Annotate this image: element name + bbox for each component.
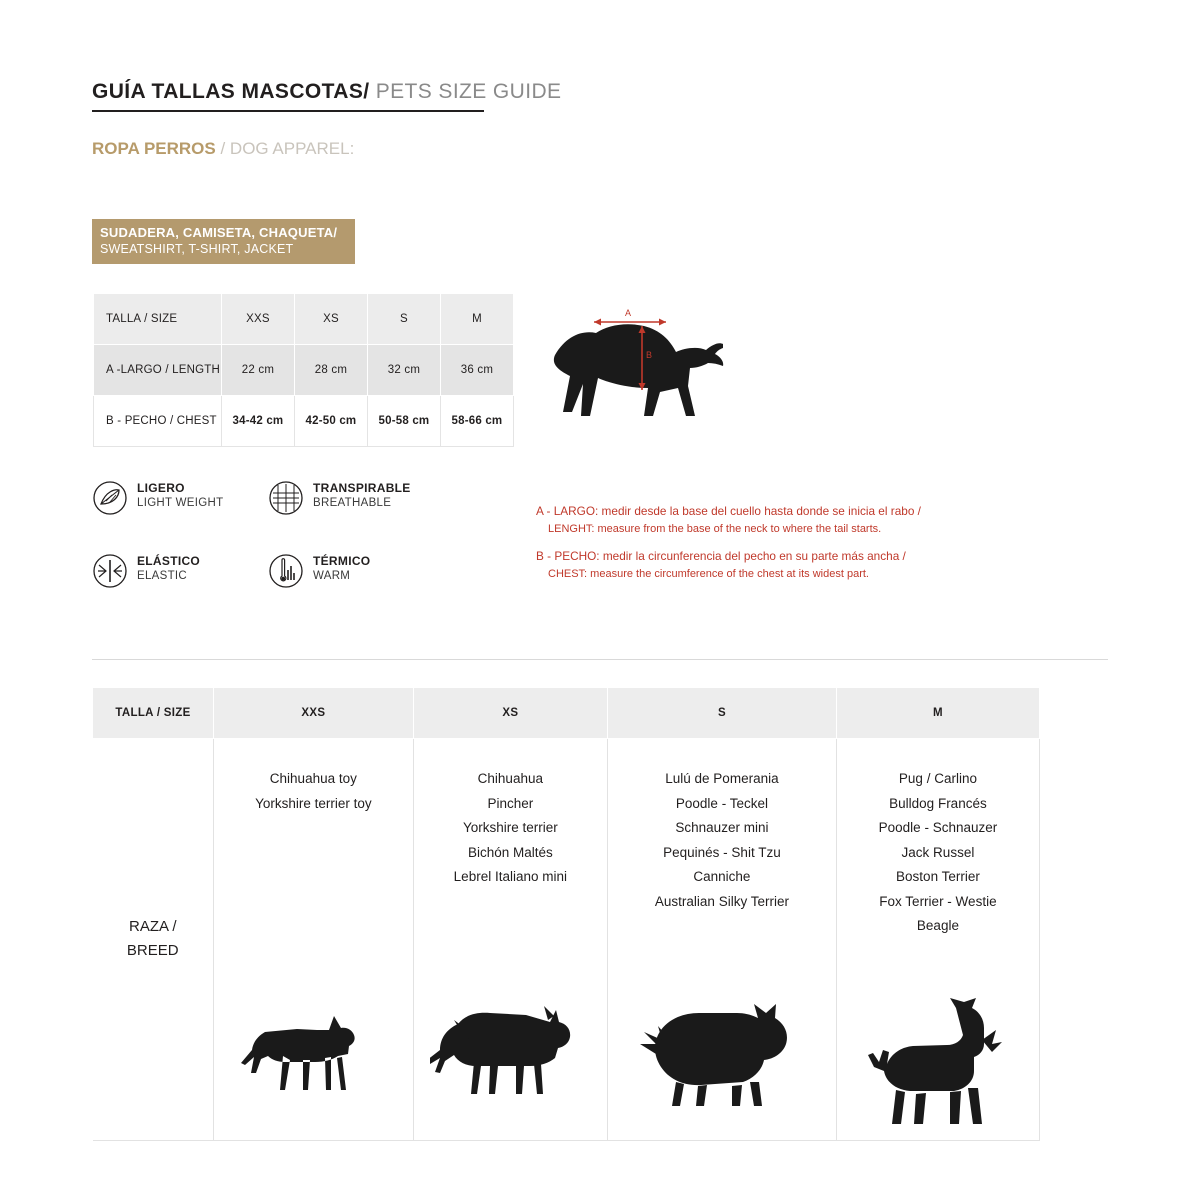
legend-b-en: CHEST: measure the circumference of the chest at its widest part.: [548, 568, 869, 580]
feature-label-es: LIGERO: [137, 481, 185, 495]
breed-row-label-en: BREED: [126, 942, 179, 959]
feature-breathable: [269, 478, 469, 538]
breed-list-m: [838, 767, 1038, 939]
feature-breathable-text: [313, 481, 411, 511]
mesh-breathable-icon: [269, 481, 303, 515]
cell-chest-xxs: 34-42 cm: [221, 396, 294, 447]
breed-header-xs: XS: [413, 688, 607, 739]
table-row: [94, 396, 514, 447]
table-header-row: [94, 294, 514, 345]
breed-row-label: [93, 739, 214, 1141]
feather-icon: [93, 481, 127, 515]
cell-chest-xs: 42-50 cm: [294, 396, 367, 447]
feature-label-es: TRANSPIRABLE: [313, 481, 411, 495]
legend-block-b: [536, 547, 1016, 583]
breed-item: Schnauzer mini: [675, 820, 769, 835]
section-divider: [92, 659, 1108, 660]
feature-label-en: ELASTIC: [137, 570, 188, 582]
breed-cell-m: [836, 739, 1039, 1141]
legend-a-en: LENGHT: measure from the base of the neck to where the tail starts.: [548, 523, 882, 535]
cell-chest-m: 58-66 cm: [440, 396, 513, 447]
breed-item: Lebrel Italiano mini: [453, 869, 567, 884]
breed-list-xxs: [215, 767, 412, 816]
page-title-es: GUÍA TALLAS MASCOTAS/: [92, 80, 370, 103]
header-cell-m: M: [440, 294, 513, 345]
header-cell-xxs: XXS: [221, 294, 294, 345]
breed-row-label-es: RAZA /: [128, 918, 177, 935]
breed-item: Yorkshire terrier: [462, 820, 558, 835]
breed-header-size: TALLA / SIZE: [93, 688, 214, 739]
row-label-length: A -LARGO / LENGTH: [94, 345, 222, 396]
page-title: [92, 80, 561, 104]
feature-light-weight-text: [137, 481, 223, 511]
page-title-en: PETS SIZE GUIDE: [369, 80, 562, 103]
breed-item: Lulú de Pomerania: [665, 771, 779, 786]
feature-light-weight: [93, 478, 293, 538]
breed-item: Yorkshire terrier toy: [255, 795, 372, 811]
cell-length-xs: 28 cm: [294, 345, 367, 396]
breed-item: Poodle - Schnauzer: [878, 820, 998, 835]
title-underline: [92, 110, 484, 112]
feature-warm-text: [313, 554, 370, 584]
pomeranian-silhouette: [608, 996, 836, 1126]
cell-chest-s: 50-58 cm: [367, 396, 440, 447]
page-subtitle-en: / DOG APPAREL:: [215, 139, 355, 158]
feature-label-es: TÉRMICO: [313, 554, 371, 568]
breed-item: Boston Terrier: [896, 869, 980, 884]
header-cell-size: TALLA / SIZE: [94, 294, 222, 345]
cell-length-s: 32 cm: [367, 345, 440, 396]
category-band: [92, 219, 355, 264]
breed-table-header-row: [93, 688, 1040, 739]
breed-item: Canniche: [693, 869, 751, 884]
legend-a-es: A - LARGO: medir desde la base del cuello hasta donde se inicia el rabo /: [536, 504, 921, 518]
breed-item: Chihuahua toy: [269, 771, 357, 786]
header-cell-xs: XS: [294, 294, 367, 345]
legend-b-es: B - PECHO: medir la circunferencia del pecho en su parte más ancha /: [536, 549, 906, 563]
feature-elastic: [93, 551, 293, 611]
diagram-label-a: A: [625, 308, 632, 318]
chihuahua-silhouette: [214, 996, 413, 1126]
breed-cell-xs: [413, 739, 607, 1141]
row-label-chest: B - PECHO / CHEST: [94, 396, 222, 447]
header-cell-s: S: [367, 294, 440, 345]
measurement-legend: [536, 502, 1016, 592]
measurement-table: [93, 293, 514, 447]
breed-item: Chihuahua: [477, 771, 543, 786]
feature-label-en: BREATHABLE: [313, 497, 392, 509]
cell-length-xxs: 22 cm: [221, 345, 294, 396]
breed-header-s: S: [607, 688, 836, 739]
diagram-label-b: B: [646, 350, 653, 360]
page-subtitle: [92, 139, 354, 159]
breed-cell-s: [607, 739, 836, 1141]
category-label-es: SUDADERA, CAMISETA, CHAQUETA/: [100, 225, 338, 240]
breed-cell-xxs: [214, 739, 414, 1141]
breed-item: Pug / Carlino: [898, 771, 977, 786]
yorkshire-silhouette: [414, 996, 607, 1126]
bulldog-silhouette: [837, 996, 1039, 1126]
thermometer-icon: [269, 554, 303, 588]
breed-list-s: [609, 767, 835, 914]
feature-label-es: ELÁSTICO: [137, 554, 201, 568]
page-subtitle-es: ROPA PERROS: [92, 139, 216, 158]
breed-header-xxs: XXS: [214, 688, 414, 739]
breed-item: Pequinés - Shit Tzu: [663, 844, 781, 860]
breed-item: Australian Silky Terrier: [654, 893, 789, 909]
table-row: [94, 345, 514, 396]
breed-item: Fox Terrier - Westie: [879, 893, 997, 909]
elastic-icon: [93, 554, 127, 588]
breed-item: Bichón Maltés: [467, 844, 553, 860]
dog-measurement-diagram: [520, 300, 800, 460]
category-label-en: SWEATSHIRT, T-SHIRT, JACKET: [100, 242, 294, 256]
cell-length-m: 36 cm: [440, 345, 513, 396]
breed-item: Jack Russel: [901, 844, 975, 860]
breed-header-m: M: [836, 688, 1039, 739]
feature-label-en: LIGHT WEIGHT: [137, 497, 224, 509]
legend-block-a: [536, 502, 1016, 538]
breed-table: [92, 687, 1040, 1141]
breed-item: Pincher: [487, 795, 534, 811]
breed-list-xs: [415, 767, 606, 890]
breed-item: Poodle - Teckel: [675, 795, 768, 811]
feature-elastic-text: [137, 554, 200, 584]
breed-table-row: [93, 739, 1040, 1141]
feature-warm: [269, 551, 469, 611]
feature-label-en: WARM: [313, 570, 351, 582]
breed-item: Beagle: [916, 918, 959, 933]
breed-item: Bulldog Francés: [889, 795, 987, 811]
